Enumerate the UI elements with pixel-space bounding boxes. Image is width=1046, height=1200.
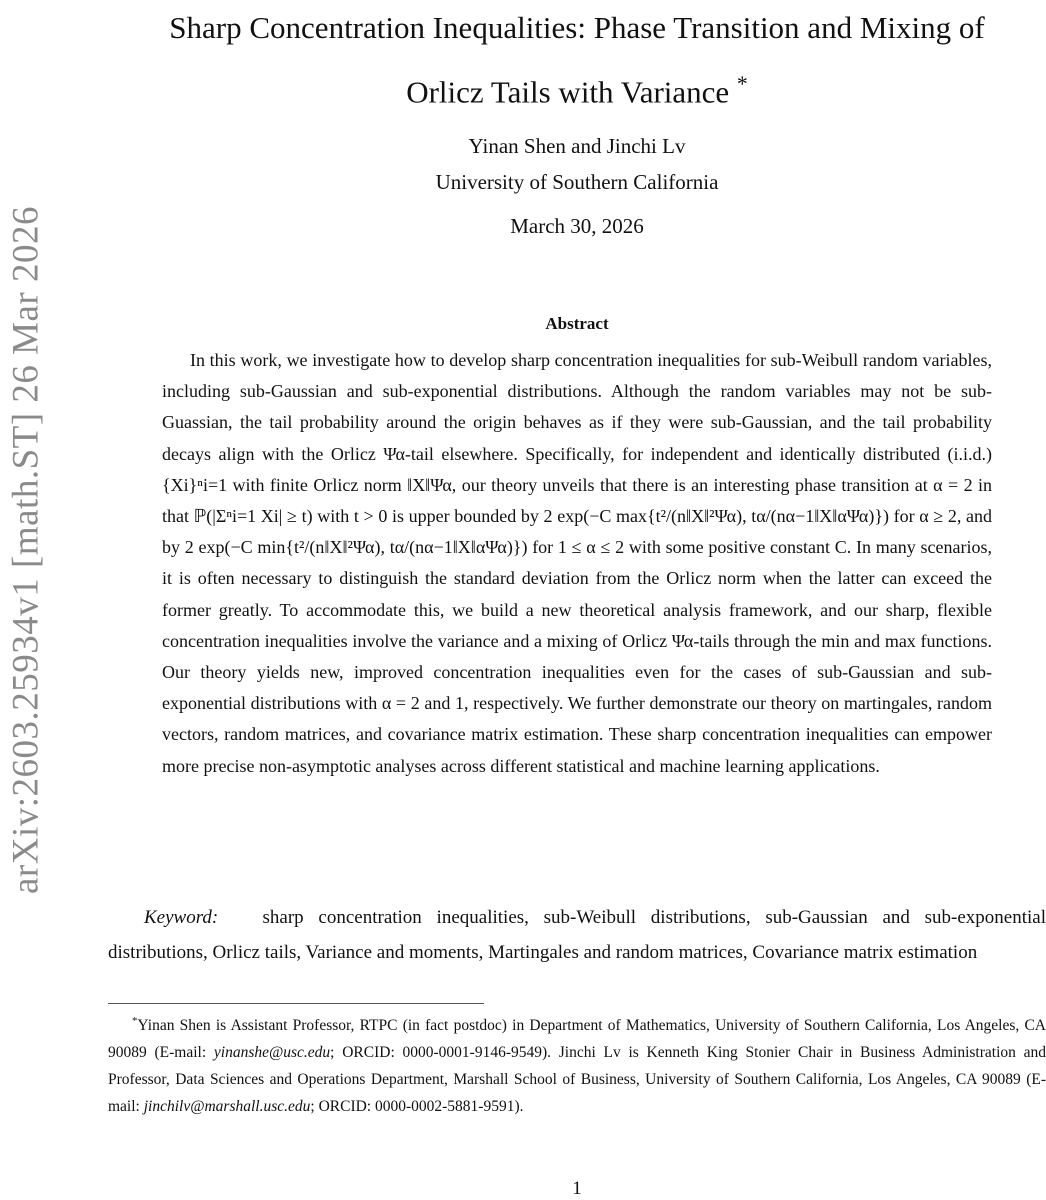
date: March 30, 2026 <box>510 214 644 238</box>
abstract-body: In this work, we investigate how to develop sharp concentration inequalities for sub-Weibull random variables, including sub-Gaussian and sub-exponential distributions. Although the random variables may not be sub-Guassian, the tail probability around the origin behaves as if they were sub-Gaussian, and the tail probability decays align with the Orlicz Ψα-tail elsewhere. Specifically, for independent and identically distributed (i.i.d.) {Xi}ⁿi=1 with finite Orlicz norm ‖X‖Ψα, our theory unveils that there is an interesting phase transition at α = 2 in that ℙ(|Σⁿi=1 Xi| ≥ t) with t > 0 is upper bounded by 2 exp(−C max{t²/(n‖X‖²Ψα), tα/(nα−1‖X‖αΨα)}) for α ≥ 2, and by 2 exp(−C min{t²/(n‖X‖²Ψα), tα/(nα−1‖X‖αΨα)}) for 1 ≤ α ≤ 2 with some positive constant C. In many scenarios, it is often necessary to distinguish the standard deviation from the Orlicz norm when the latter can exceed the former greatly. To accommodate this, we build a new theoretical analysis framework, and our sharp, flexible concentration inequalities involve the variance and a mixing of Orlicz Ψα-tails through the min and max functions. Our theory yields new, improved concentration inequalities even for the cases of sub-Gaussian and sub-exponential distributions with α = 2 and 1, respectively. We further demonstrate our theory on martingales, random vectors, random matrices, and covariance matrix estimation. These sharp concentration inequalities can empower more precise non-asymptotic analyses across different statistical and machine learning applications. <box>162 350 992 776</box>
author-block <box>108 128 1046 200</box>
paper-title <box>108 0 1046 120</box>
keywords <box>108 900 1046 970</box>
email-link-2[interactable]: jinchilv@marshall.usc.edu <box>143 1098 311 1116</box>
keywords-text: sharp concentration inequalities, sub-Weibull distributions, sub-Gaussian and sub-exponential distributions, Orlicz tails, Variance and moments, Martingales and random matrices, Covariance matrix estimation <box>108 907 1046 963</box>
title-line-1: Sharp Concentration Inequalities: Phase Transition and Mixing of <box>169 10 985 45</box>
page-number: 1 <box>572 1178 582 1199</box>
footnote-text-1: Yinan Shen is Assistant Professor, RTPC (in fact postdoc) in Department of Mathematics, University of Southern California, Los Angeles, CA 90089 (E-mail: <box>108 1017 1046 1062</box>
footnote-mark: * <box>132 1015 138 1027</box>
affiliation: University of Southern California <box>435 170 719 194</box>
abstract-heading: Abstract <box>545 314 609 333</box>
title-line-2: Orlicz Tails with Variance * <box>406 72 748 110</box>
footnote-rule <box>108 1003 484 1004</box>
title-footnote-mark[interactable]: * <box>736 72 748 96</box>
email-link-1[interactable]: yinanshe@usc.edu <box>213 1044 331 1062</box>
footnote-text-2: ; ORCID: 0000-0001-9146-9549). Jinchi Lv is Kenneth King Stonier Chair in Business Administration and Professor, Data Sciences and Operations Department, Marshall School of Business, University of Southern California, Los Angeles, CA 90089 (E-mail: <box>108 1044 1046 1116</box>
footnote <box>108 1008 1046 1120</box>
arxiv-stamp-text: arXiv:2603.25934v1 [math.ST] 26 Mar 2026 <box>5 206 47 894</box>
arxiv-stamp <box>4 180 48 920</box>
authors: Yinan Shen and Jinchi Lv <box>468 134 686 158</box>
footnote-text-3: ; ORCID: 0000-0002-5881-9591). <box>310 1098 524 1116</box>
keywords-label: Keyword: <box>144 907 219 928</box>
